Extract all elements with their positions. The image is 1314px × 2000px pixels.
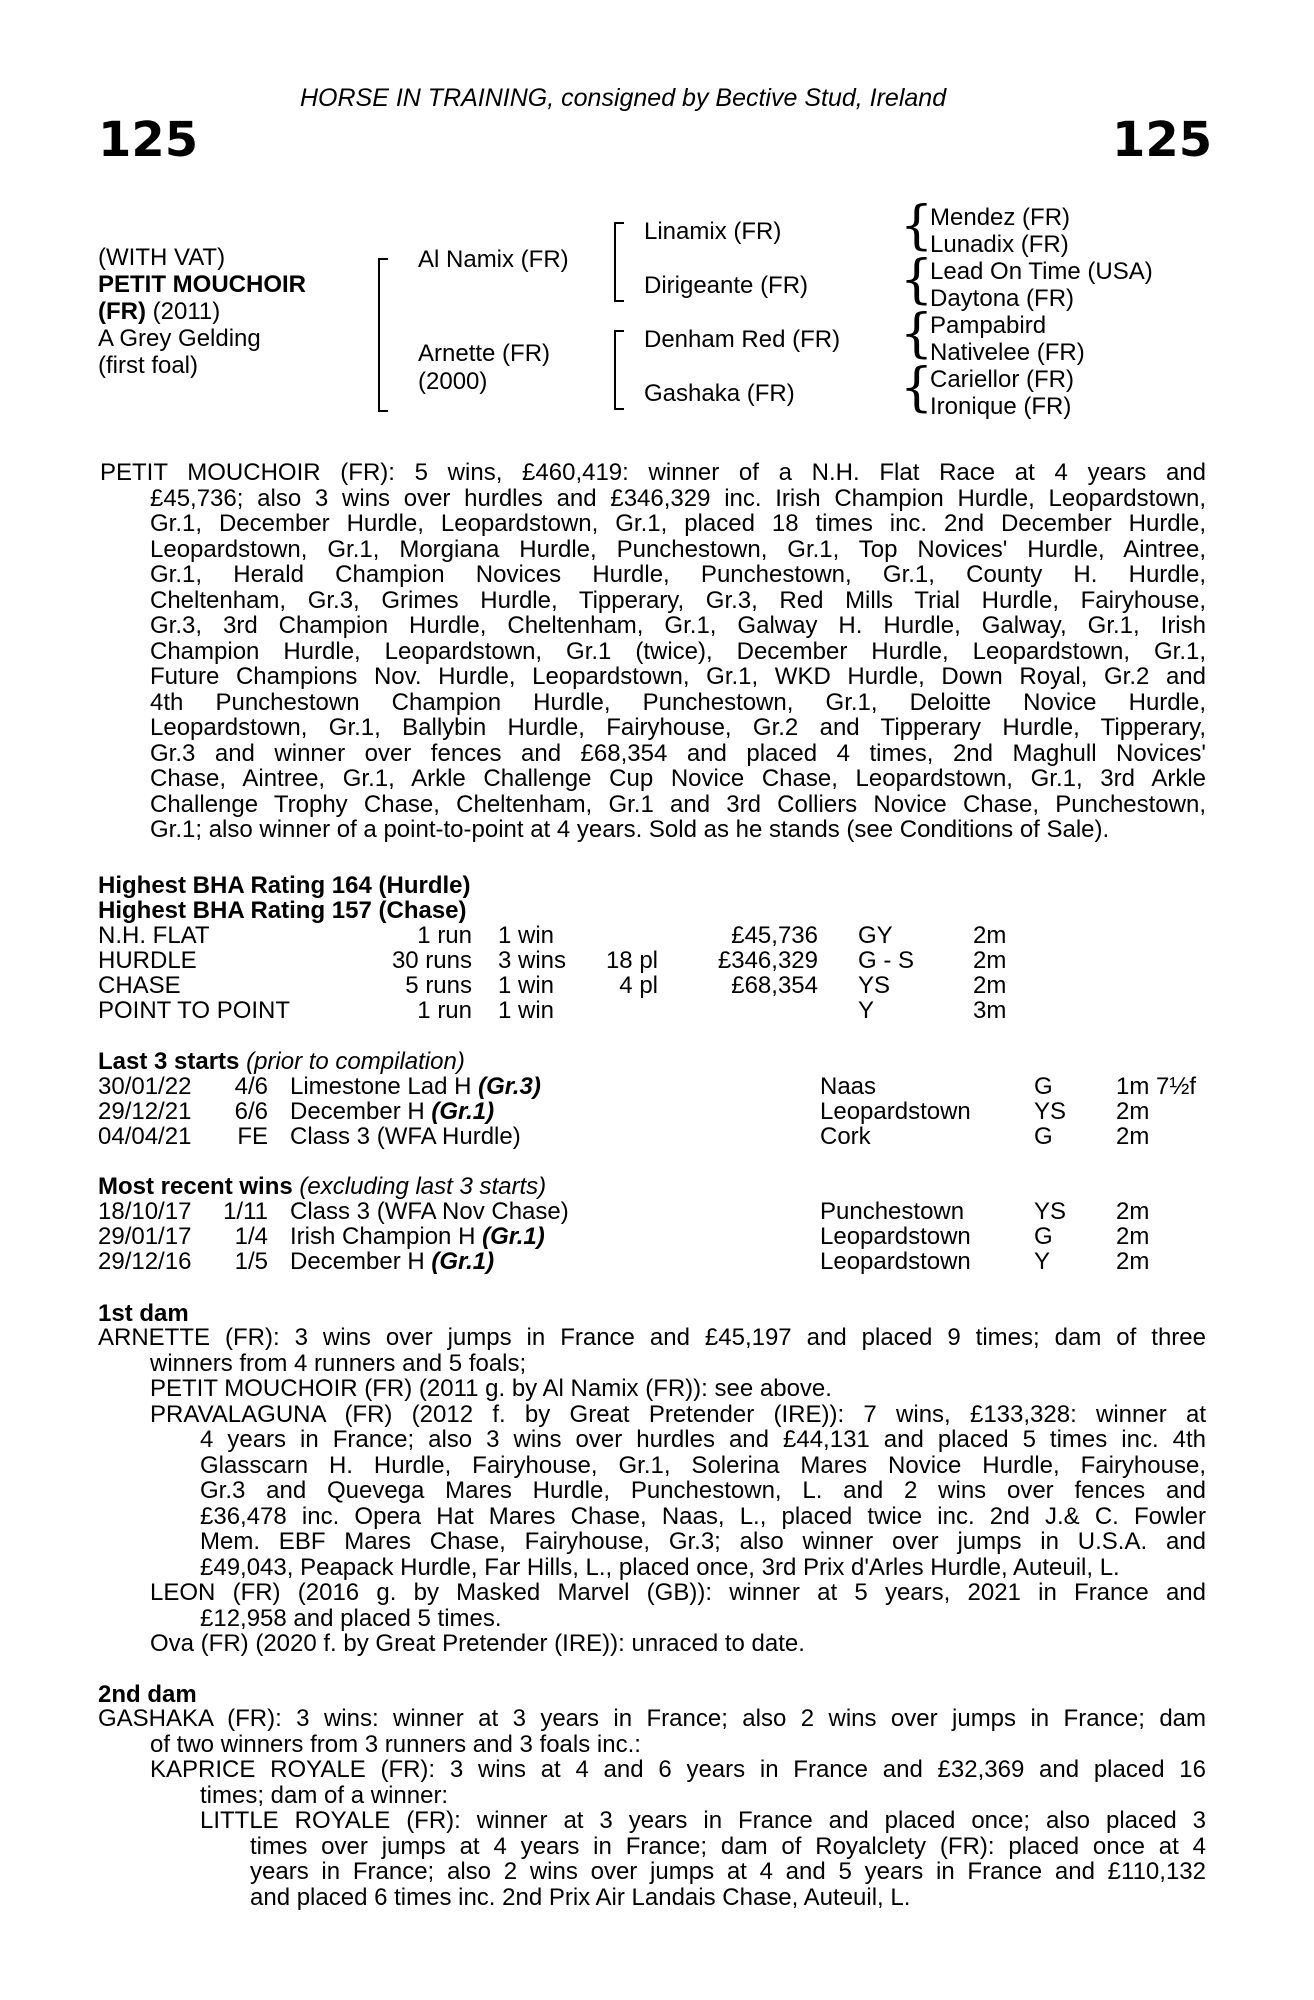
wins: 3 wins [498, 947, 567, 974]
record-line: £45,736; also 3 wins over hurdles and £346,329 inc. Irish Champion Hurdle, Leopardstown, [150, 484, 1206, 512]
record-line: Gr.3, 3rd Champion Hurdle, Cheltenham, Gr.1, Galway H. Hurdle, Galway, Gr.1, Irish [150, 612, 1206, 639]
produce-line: Gr.3 and Quevega Mares Hurdle, Punchestown, L. and 2 wins over fences and [200, 1477, 1206, 1504]
position: FE [237, 1123, 268, 1150]
produce-petit-mouchoir: PETIT MOUCHOIR (FR) (2011 g. by Al Namix (FR)): see above. [150, 1375, 832, 1402]
race-type: CHASE [98, 972, 181, 999]
course: Punchestown [820, 1198, 965, 1225]
recent-wins-note: (excluding last 3 starts) [299, 1173, 547, 1200]
race-grade: (Gr.3) [478, 1073, 541, 1100]
going: YS [1034, 1098, 1067, 1125]
produce-line: times over jumps at 4 years in France; dam of Royalclety (FR): placed once at 4 [250, 1832, 1206, 1860]
race-name: Irish Champion H [290, 1223, 476, 1250]
position: 4/6 [234, 1073, 268, 1100]
pedigree-brace-main [378, 258, 388, 412]
position: 1/5 [234, 1248, 268, 1275]
runs: 1 run [417, 922, 472, 949]
produce-kaprice-royale: KAPRICE ROYALE (FR): 3 wins at 4 and 6 years in France and £32,369 and placed 16 [150, 1756, 1206, 1783]
distance: 2m [973, 947, 1007, 974]
dam-sire: Denham Red (FR) [644, 326, 841, 353]
distance: 2m [1116, 1248, 1150, 1275]
produce-line: and placed 6 times inc. 2nd Prix Air Landais Chase, Auteuil, L. [250, 1883, 911, 1911]
race-type: N.H. FLAT [98, 922, 210, 949]
first-foal-note: (first foal) [98, 352, 199, 379]
sire-sire: Linamix (FR) [644, 218, 782, 245]
ancestor-1: Mendez (FR) [930, 204, 1071, 231]
recent-wins-title: Most recent wins [98, 1173, 293, 1200]
going: Y [1034, 1248, 1051, 1275]
record-line: Chase, Aintree, Gr.1, Arkle Challenge Cup Novice Chase, Leopardstown, Gr.1, 3rd Arkle [150, 765, 1206, 792]
vat-note: (WITH VAT) [98, 244, 226, 271]
runs: 5 runs [405, 972, 472, 999]
going: G [1034, 1073, 1053, 1100]
date: 29/12/21 [98, 1098, 192, 1125]
race-grade: (Gr.1) [431, 1098, 495, 1125]
pedigree-brace-dam [614, 330, 624, 410]
going: G - S [858, 947, 915, 974]
dam: Arnette (FR) [418, 340, 551, 367]
going: G [1034, 1223, 1053, 1250]
record-line: Gr.1; also winner of a point-to-point at 4 years. Sold as he stands (see Conditions of Sale). [150, 816, 1110, 843]
sire: Al Namix (FR) [418, 246, 569, 273]
dam-dam: Gashaka (FR) [644, 380, 795, 407]
race-grade: (Gr.1) [482, 1223, 545, 1250]
wins: 1 win [498, 972, 555, 999]
last-3-note: (prior to compilation) [246, 1048, 465, 1075]
race-name: December H [290, 1248, 425, 1275]
record-line: Leopardstown, Gr.1, Ballybin Hurdle, Fairyhouse, Gr.2 and Tipperary Hurdle, Tipperary, [150, 714, 1206, 741]
distance: 3m [973, 997, 1007, 1024]
date: 30/01/22 [98, 1073, 192, 1100]
course: Leopardstown [820, 1248, 971, 1275]
first-dam-section [98, 1325, 1206, 1657]
horse-origin [98, 298, 306, 325]
record-line: PETIT MOUCHOIR (FR): 5 wins, £460,419: winner of a N.H. Flat Race at 4 years and [100, 459, 1206, 486]
course: Cork [820, 1123, 871, 1150]
course: Leopardstown [820, 1098, 971, 1125]
wins: 1 win [498, 922, 555, 949]
prize-money: £68,354 [731, 972, 818, 999]
record-line: Gr.1, December Hurdle, Leopardstown, Gr.1, placed 18 times inc. 2nd December Hurdle, [150, 510, 1206, 537]
first-dam-heading: 1st dam [98, 1300, 189, 1327]
position: 6/6 [234, 1098, 268, 1125]
wins: 1 win [498, 997, 555, 1024]
race-name: December H [290, 1098, 425, 1125]
placed: 4 pl [619, 972, 658, 999]
date: 29/12/16 [98, 1248, 192, 1275]
runs: 1 run [417, 997, 472, 1024]
horse-identity [98, 244, 306, 379]
rating-chase: Highest BHA Rating 157 (Chase) [98, 897, 467, 924]
race-type: POINT TO POINT [98, 997, 291, 1024]
course: Naas [820, 1073, 877, 1100]
horse-year: (2011) [152, 298, 221, 325]
date: 29/01/17 [98, 1223, 192, 1250]
produce-line: years in France; also 2 wins over jumps at 4 and 5 years in France and £110,132 [250, 1858, 1206, 1885]
going: YS [858, 972, 891, 999]
produce-ova: Ova (FR) (2020 f. by Great Pretender (IRE)): unraced to date. [150, 1630, 805, 1657]
ancestor-6: Nativelee (FR) [930, 339, 1085, 366]
produce-line: Mem. EBF Mares Chase, Fairyhouse, Gr.3; also winner over jumps in U.S.A. and [200, 1528, 1206, 1555]
record-line: 4th Punchestown Champion Hurdle, Punchestown, Gr.1, Deloitte Novice Hurdle, [150, 688, 1206, 716]
pedigree-brace-sire [614, 222, 624, 302]
distance: 1m 7½f [1116, 1073, 1197, 1100]
record-line: Cheltenham, Gr.3, Grimes Hurdle, Tipperary, Gr.3, Red Mills Trial Hurdle, Fairyhouse, [150, 586, 1206, 614]
placed: 18 pl [605, 947, 658, 974]
distance: 2m [1116, 1223, 1150, 1250]
horse-country: (FR) [98, 298, 146, 325]
curly-brace-3: { [900, 304, 934, 364]
record-line: Gr.1, Herald Champion Novices Hurdle, Punchestown, Gr.1, County H. Hurdle, [150, 561, 1206, 588]
dam-line: winners from 4 runners and 5 foals; [150, 1349, 527, 1377]
distance: 2m [973, 922, 1007, 949]
ancestor-2: Lunadix (FR) [930, 231, 1069, 258]
second-dam-section [98, 1706, 1206, 1910]
racing-record [100, 460, 1206, 843]
going: Y [858, 997, 875, 1024]
produce-pravalaguna: PRAVALAGUNA (FR) (2012 f. by Great Pretender (IRE)): 7 wins, £133,328: winner at [150, 1400, 1206, 1428]
produce-line: 4 years in France; also 3 wins over hurdles and £44,131 and placed 5 times inc. 4th [200, 1426, 1206, 1453]
date: 18/10/17 [98, 1198, 192, 1225]
sire-dam: Dirigeante (FR) [644, 272, 809, 299]
distance: 2m [1116, 1123, 1150, 1150]
distance: 2m [973, 972, 1007, 999]
last-3-heading [98, 1048, 465, 1076]
race-grade: (Gr.1) [431, 1248, 495, 1275]
race-type: HURDLE [98, 947, 197, 974]
rating-hurdle: Highest BHA Rating 164 (Hurdle) [98, 872, 471, 899]
record-line: Future Champions Nov. Hurdle, Leopardstown, Gr.1, WKD Hurdle, Down Royal, Gr.2 and [150, 663, 1206, 690]
distance: 2m [1116, 1098, 1150, 1125]
dam-line: ARNETTE (FR): 3 wins over jumps in France and £45,197 and placed 9 times; dam of three [98, 1324, 1206, 1351]
produce-leon: LEON (FR) (2016 g. by Masked Marvel (GB)): winner at 5 years, 2021 in France and [150, 1579, 1206, 1606]
position: 1/4 [234, 1223, 268, 1250]
record-line: Gr.3 and winner over fences and £68,354 and placed 4 times, 2nd Maghull Novices' [150, 739, 1206, 767]
produce-line: £12,958 and placed 5 times. [200, 1604, 502, 1632]
going: YS [1034, 1198, 1067, 1225]
dam-line: GASHAKA (FR): 3 wins: winner at 3 years in France; also 2 wins over jumps in France; dam [98, 1705, 1206, 1732]
race-name: Class 3 (WFA Nov Chase) [290, 1198, 569, 1225]
last-3-title: Last 3 starts [98, 1048, 240, 1075]
produce-line: times; dam of a winner: [200, 1781, 449, 1809]
runs: 30 runs [391, 947, 472, 974]
produce-line: £36,478 inc. Opera Hat Mares Chase, Naas, L., placed twice inc. 2nd J.& C. Fowler [200, 1502, 1206, 1530]
horse-description: A Grey Gelding [98, 325, 261, 352]
lot-number-right: 125 [1112, 112, 1213, 168]
prize-money: £346,329 [717, 947, 818, 974]
ancestor-8: Ironique (FR) [930, 393, 1072, 420]
going: G [1034, 1123, 1053, 1150]
produce-little-royale: LITTLE ROYALE (FR): winner at 3 years in France and placed once; also placed 3 [200, 1807, 1206, 1834]
horse-name: PETIT MOUCHOIR [98, 271, 306, 298]
record-line: Leopardstown, Gr.1, Morgiana Hurdle, Punchestown, Gr.1, Top Novices' Hurdle, Aintree, [150, 535, 1206, 563]
ancestor-7: Cariellor (FR) [930, 366, 1074, 393]
race-name: Limestone Lad H [290, 1073, 472, 1100]
ancestor-4: Daytona (FR) [930, 285, 1075, 312]
lot-number-left: 125 [98, 112, 199, 168]
record-line: Champion Hurdle, Leopardstown, Gr.1 (twice), December Hurdle, Leopardstown, Gr.1, [150, 637, 1206, 665]
race-name: Class 3 (WFA Hurdle) [290, 1123, 521, 1150]
dam-year: (2000) [418, 368, 488, 395]
course: Leopardstown [820, 1223, 971, 1250]
prize-money: £45,736 [731, 922, 818, 949]
produce-line: £49,043, Peapack Hurdle, Far Hills, L., placed once, 3rd Prix d'Arles Hurdle, Auteuil, L. [200, 1553, 1120, 1581]
position: 1/11 [223, 1198, 268, 1225]
ancestor-5: Pampabird [930, 312, 1047, 339]
ancestor-3: Lead On Time (USA) [930, 258, 1153, 285]
curly-brace-4: { [900, 358, 934, 418]
going: GY [858, 922, 893, 949]
record-line: Challenge Trophy Chase, Cheltenham, Gr.1 and 3rd Colliers Novice Chase, Punchestown, [150, 790, 1206, 818]
catalogue-header: HORSE IN TRAINING, consigned by Bective Stud, Ireland [300, 84, 947, 112]
curly-brace-2: { [900, 250, 934, 310]
recent-wins-heading [98, 1173, 546, 1201]
curly-brace-1: { [900, 196, 934, 256]
produce-line: Glasscarn H. Hurdle, Fairyhouse, Gr.1, Solerina Mares Novice Hurdle, Fairyhouse, [200, 1451, 1206, 1479]
second-dam-heading: 2nd dam [98, 1681, 197, 1708]
distance: 2m [1116, 1198, 1150, 1225]
dam-line: of two winners from 3 runners and 3 foals inc.: [150, 1730, 641, 1758]
date: 04/04/21 [98, 1123, 192, 1150]
